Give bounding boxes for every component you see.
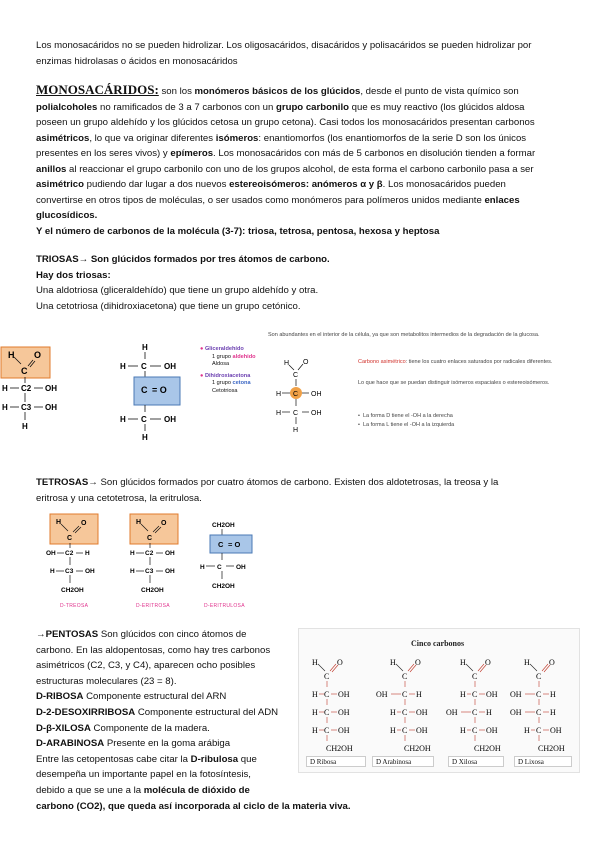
svg-text:O: O xyxy=(303,359,309,366)
panel-title: Cinco carbonos xyxy=(411,639,465,648)
svg-text:H: H xyxy=(312,658,318,667)
svg-text:H: H xyxy=(460,690,466,699)
svg-text:H: H xyxy=(85,550,90,557)
svg-text:OH: OH xyxy=(338,726,350,735)
triose-note-asimetrico: Carbono asimétrico: tiene los cuatro enlaces saturados por radicales diferentes. xyxy=(358,359,553,365)
svg-text:C2: C2 xyxy=(21,384,32,393)
svg-text:H: H xyxy=(2,403,8,412)
svg-text:OH: OH xyxy=(510,708,522,717)
d-lixosa-structure xyxy=(510,658,565,753)
svg-text:H: H xyxy=(312,690,318,699)
svg-text:OH: OH xyxy=(311,410,322,417)
label-d-xilosa: D Xilosa xyxy=(448,756,504,767)
svg-text:C: C xyxy=(472,726,478,735)
svg-text:C: C xyxy=(536,708,542,717)
svg-text:OH: OH xyxy=(85,568,95,575)
svg-text:OH: OH xyxy=(510,690,522,699)
svg-text:= O: = O xyxy=(152,385,167,395)
svg-text:O: O xyxy=(485,658,491,667)
svg-text:H: H xyxy=(312,708,318,717)
svg-text:H: H xyxy=(293,427,299,434)
svg-text:OH: OH xyxy=(311,391,322,398)
svg-text:OH: OH xyxy=(486,690,498,699)
svg-text:C: C xyxy=(217,564,222,571)
svg-text:OH: OH xyxy=(165,568,175,575)
svg-text:C: C xyxy=(141,362,147,371)
svg-text:H: H xyxy=(120,362,126,371)
monosacaridos-paragraph: MONOSACÁRIDOS: son los monómeros básicos de los glúcidos, desde el punto de vista químico son polialcoholes no ramificados de 3 a 7 carbonos con un grupo carbonilo que es muy reactivo (los glúcidos aldosa poseen un grupo aldehído y los glúcidos cetosa un grupo cetona). Casi todos los monosacáridos presentan carbonos asimétricos, lo que va originar diferentes isómeros: enantiomorfos (los enantiomorfos de la serie D son los únicos presentes en los seres vivos) y epímeros. Los monosacáridos con más de 5 carbonos en disolución tienden a formar anillos al reaccionar el grupo carbonilo con uno de los grupos alcohol, de esta forma el carbono carbonilo pasa a ser asimétrico pudiendo dar lugar a dos nuevos estereoisómeros: anómeros α y β. Los monosacáridos pueden convertirse en otros tipos de moléculas, o ser usados como monómeros para polímeros unidos mediante enlaces glucosídicos. Y el número de carbonos de la molécula (3-7): triosa, tetrosa, pentosa, hexosa y heptosa xyxy=(36,82,536,237)
triose-legend: ● Gliceraldehído 1 grupo aldehido Aldosa ● Dihidroxiacetona 1 grupo cetona Cetotriosa xyxy=(200,346,268,395)
svg-text:CH2OH: CH2OH xyxy=(538,744,565,753)
svg-text:C3: C3 xyxy=(65,568,74,575)
svg-text:OH: OH xyxy=(486,726,498,735)
svg-text:OH: OH xyxy=(376,690,388,699)
legend-gliceraldehido: ● Gliceraldehído xyxy=(200,346,244,352)
svg-text:= O: = O xyxy=(228,540,241,549)
svg-text:H: H xyxy=(524,658,530,667)
svg-text:O: O xyxy=(549,658,555,667)
carbono-asimetrico-structure xyxy=(274,355,336,447)
svg-text:C: C xyxy=(472,690,478,699)
label-d-lixosa: D Lixosa xyxy=(514,756,572,767)
svg-text:C3: C3 xyxy=(145,568,154,575)
legend-dihidroxiacetona: ● Dihidroxiacetona xyxy=(200,372,251,379)
label-d-ribosa: D Ribosa xyxy=(306,756,366,767)
svg-text:H: H xyxy=(130,568,135,575)
svg-text:H: H xyxy=(276,410,282,417)
triose-note-isomeros: Lo que hace que se puedan distinguir isómeros espaciales o estereoisómeros. xyxy=(358,380,550,386)
svg-text:H: H xyxy=(200,564,205,571)
triosas-paragraph: TRIOSAS→ Son glúcidos formados por tres átomos de carbono. Hay dos triosas: Una aldotriosa (gliceraldehído) que tiene un grupo aldehído y otra. Una cetotriosa (dihidroxiacetona) que tiene un grupo cetónico. xyxy=(36,254,330,312)
svg-text:OH: OH xyxy=(446,708,458,717)
d-xilosa-structure xyxy=(446,658,501,753)
svg-text:CH2OH: CH2OH xyxy=(141,587,164,594)
svg-text:C: C xyxy=(218,540,224,549)
svg-text:H: H xyxy=(550,690,556,699)
caption-d-eritrosa: D-ERITROSA xyxy=(136,603,170,609)
d-arabinosa-structure xyxy=(376,658,431,753)
svg-text:H: H xyxy=(460,658,466,667)
svg-text:OH: OH xyxy=(164,362,176,371)
svg-text:C: C xyxy=(402,690,408,699)
svg-text:H: H xyxy=(130,550,135,557)
svg-text:H: H xyxy=(142,343,148,352)
svg-text:H: H xyxy=(142,433,148,442)
svg-text:CH2OH: CH2OH xyxy=(212,583,235,590)
svg-text:OH: OH xyxy=(338,708,350,717)
svg-text:H: H xyxy=(550,708,556,717)
svg-text:O: O xyxy=(161,520,167,527)
svg-text:H: H xyxy=(486,708,492,717)
d-ribosa-structure xyxy=(312,658,353,753)
monosacaridos-heading: MONOSACÁRIDOS: xyxy=(36,82,159,97)
svg-text:O: O xyxy=(415,658,421,667)
label-d-arabinosa: D Arabinosa xyxy=(372,756,434,767)
svg-text:H: H xyxy=(22,422,28,431)
tetrosas-paragraph: TETROSAS→ Son glúcidos formados por cuatro átomos de carbono. Existen dos aldotetrosas, la treosa y la eritrosa y una cetotetrosa, la eritrulosa. xyxy=(36,477,499,504)
svg-text:C: C xyxy=(67,535,73,542)
svg-text:C2: C2 xyxy=(145,550,154,557)
svg-text:H: H xyxy=(524,726,530,735)
svg-text:C: C xyxy=(324,672,330,681)
svg-text:C3: C3 xyxy=(21,403,32,412)
svg-text:H: H xyxy=(390,658,396,667)
gliceraldehido-structure xyxy=(0,340,90,440)
svg-text:C: C xyxy=(472,708,478,717)
svg-text:C: C xyxy=(324,726,330,735)
triose-note-top: Son abundantes en el interior de la célula, ya que son metabolitos intermedios de la degradación de la glucosa. xyxy=(268,332,540,338)
caption-d-eritrulosa: D-ERITRULOSA xyxy=(204,603,245,609)
dihidroxiacetona-structure xyxy=(118,340,208,445)
svg-text:C: C xyxy=(324,690,330,699)
svg-text:C: C xyxy=(536,672,542,681)
svg-text:H: H xyxy=(120,415,126,424)
svg-text:OH: OH xyxy=(45,384,57,393)
svg-text:C: C xyxy=(293,391,299,398)
svg-text:CH2OH: CH2OH xyxy=(326,744,353,753)
svg-text:O: O xyxy=(337,658,343,667)
d-treosa-structure xyxy=(46,512,116,600)
svg-text:OH: OH xyxy=(338,690,350,699)
svg-text:OH: OH xyxy=(416,708,428,717)
svg-text:C: C xyxy=(472,672,478,681)
svg-text:CH2OH: CH2OH xyxy=(474,744,501,753)
svg-text:OH: OH xyxy=(165,550,175,557)
svg-text:C: C xyxy=(141,385,148,395)
svg-text:CH2OH: CH2OH xyxy=(404,744,431,753)
svg-text:C: C xyxy=(141,415,147,424)
pentosas-paragraph: →PENTOSAS Son glúcidos con cinco átomos de carbono. En las aldopentosas, como hay tres carbonos asimétricos (C2, C3, y C4), aparecen ocho posibles estructuras moleculares (23 = 8). D-RIBOSA Componente estructural del ARN D-2-DESOXIRRIBOSA Componente estructural del ADN D-β-XILOSA Componente de la madera. D-ARABINOSA Presente en la goma arábiga Entre las cetopentosas cabe citar la D-ribulosa que desempeña un importante papel en la fotosíntesis, debido a que se une a la molécula de dióxido de carbono (CO2), que queda así incorporada al ciclo de la materia viva. xyxy=(36,629,351,812)
svg-text:C2: C2 xyxy=(65,550,74,557)
svg-text:H: H xyxy=(460,726,466,735)
svg-text:C: C xyxy=(324,708,330,717)
svg-text:C: C xyxy=(536,690,542,699)
caption-d-treosa: D-TREOSA xyxy=(60,603,89,609)
svg-text:H: H xyxy=(416,690,422,699)
svg-text:H: H xyxy=(50,568,55,575)
svg-text:H: H xyxy=(312,726,318,735)
svg-text:C: C xyxy=(21,366,28,376)
svg-text:CH2OH: CH2OH xyxy=(61,587,84,594)
svg-text:OH: OH xyxy=(164,415,176,424)
svg-text:H: H xyxy=(276,391,282,398)
svg-text:O: O xyxy=(81,520,87,527)
svg-text:H: H xyxy=(2,384,8,393)
svg-text:C: C xyxy=(402,726,408,735)
svg-text:H: H xyxy=(390,726,396,735)
svg-text:H: H xyxy=(390,708,396,717)
d-eritrulosa-structure xyxy=(198,518,262,600)
svg-text:H: H xyxy=(136,519,142,526)
svg-text:C: C xyxy=(293,410,299,417)
svg-text:OH: OH xyxy=(236,564,246,571)
svg-text:OH: OH xyxy=(45,403,57,412)
triose-note-bullets: • La forma D tiene el -OH a la derecha • La forma L tiene el -OH a la izquierda xyxy=(358,413,455,428)
svg-text:OH: OH xyxy=(550,726,562,735)
svg-text:OH: OH xyxy=(46,550,56,557)
svg-text:C: C xyxy=(536,726,542,735)
svg-text:C: C xyxy=(147,535,153,542)
svg-text:H: H xyxy=(56,519,62,526)
svg-text:H: H xyxy=(8,350,15,360)
svg-text:H: H xyxy=(284,360,290,367)
intro-text: Los monosacáridos no se pueden hidrolizar. Los oligosacáridos, disacáridos y polisacáridos se pueden hidrolizar por enzimas hidrolasas o ácidos en monosacáridos xyxy=(36,40,532,67)
svg-text:C: C xyxy=(402,672,408,681)
svg-text:O: O xyxy=(34,350,42,360)
svg-text:CH2OH: CH2OH xyxy=(212,522,235,529)
svg-text:OH: OH xyxy=(416,726,428,735)
svg-text:C: C xyxy=(402,708,408,717)
svg-text:C: C xyxy=(293,372,299,379)
d-eritrosa-structure xyxy=(126,512,196,600)
